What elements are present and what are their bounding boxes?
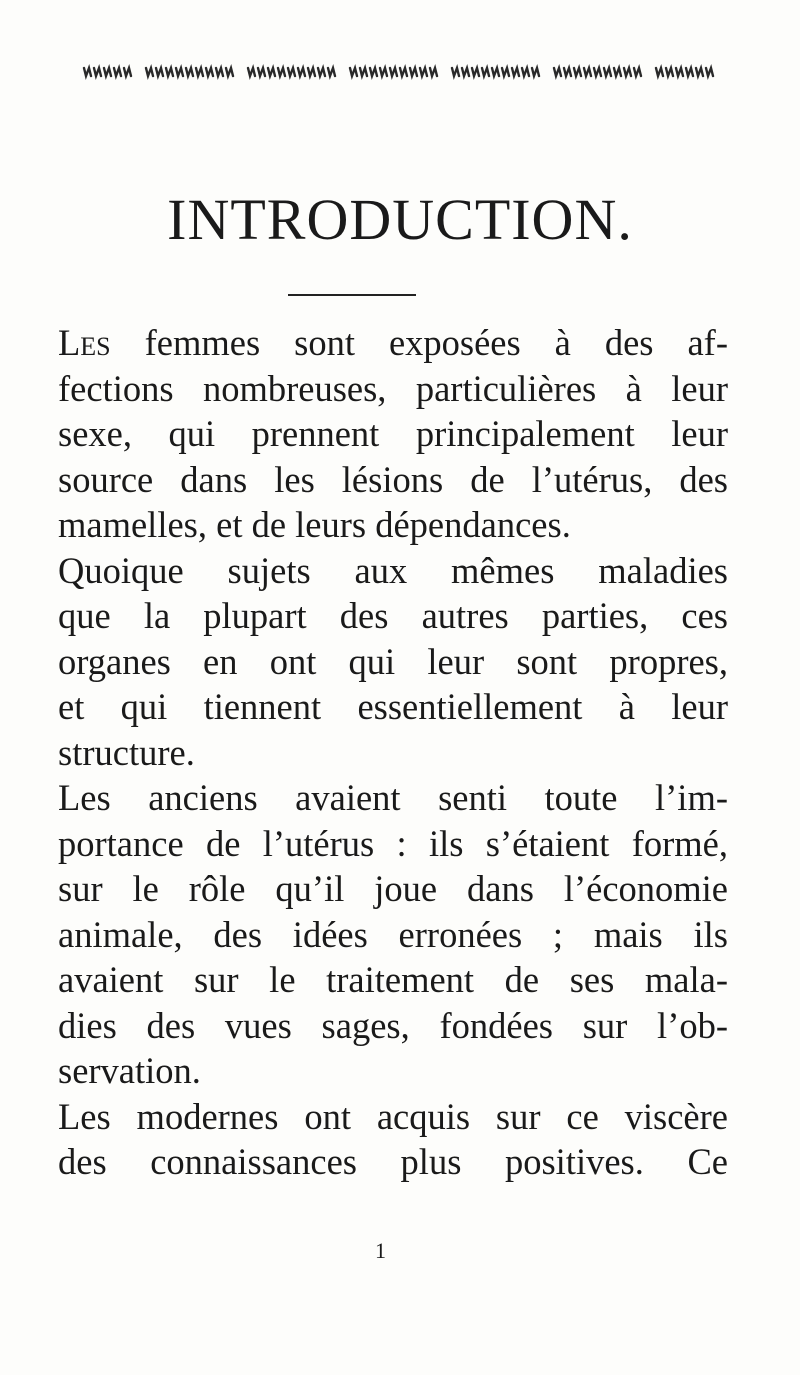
header-ornament-band xyxy=(80,62,716,82)
text-line: organes en ont qui leur sont propres, xyxy=(58,640,728,682)
text-line: Les anciens avaient senti toute l’im- xyxy=(58,777,728,818)
line-text: femmes sont exposées à des af- xyxy=(110,322,728,363)
text-line: source dans les lésions de l’utérus, des xyxy=(58,458,728,500)
text-line: et qui tiennent essentiellement à leur xyxy=(58,686,728,727)
lead-word: Les xyxy=(58,322,111,363)
text-line: avaient sur le traitement de ses mala- xyxy=(58,959,728,1000)
text-line: portance de l’utérus : ils s’étaient formé, xyxy=(58,822,728,864)
text-line: des connaissances plus positives. Ce xyxy=(58,1141,728,1182)
text-line: Les modernes ont acquis sur ce viscère xyxy=(58,1095,728,1137)
text-line: sexe, qui prennent principalement leur xyxy=(58,413,728,454)
chapter-title: INTRODUCTION. xyxy=(167,187,633,252)
text-line: mamelles, et de leurs dépendances. xyxy=(58,504,571,545)
text-line: animale, des idées erronées ; mais ils xyxy=(58,913,728,955)
text-line: dies des vues sages, fondées sur l’ob- xyxy=(58,1004,728,1046)
text-line: Quoique sujets aux mêmes maladies xyxy=(58,549,728,591)
text-line: fections nombreuses, particulières à leur xyxy=(58,367,728,409)
text-line: structure. xyxy=(58,731,195,773)
text-line xyxy=(58,320,728,366)
text-line: sur le rôle qu’il joue dans l’économie xyxy=(58,868,728,909)
signature-mark: 1 xyxy=(375,1238,386,1263)
text-line: servation. xyxy=(58,1050,201,1091)
title-rule xyxy=(288,294,416,296)
text-line: que la plupart des autres parties, ces xyxy=(58,595,728,636)
body-text xyxy=(58,320,728,1185)
